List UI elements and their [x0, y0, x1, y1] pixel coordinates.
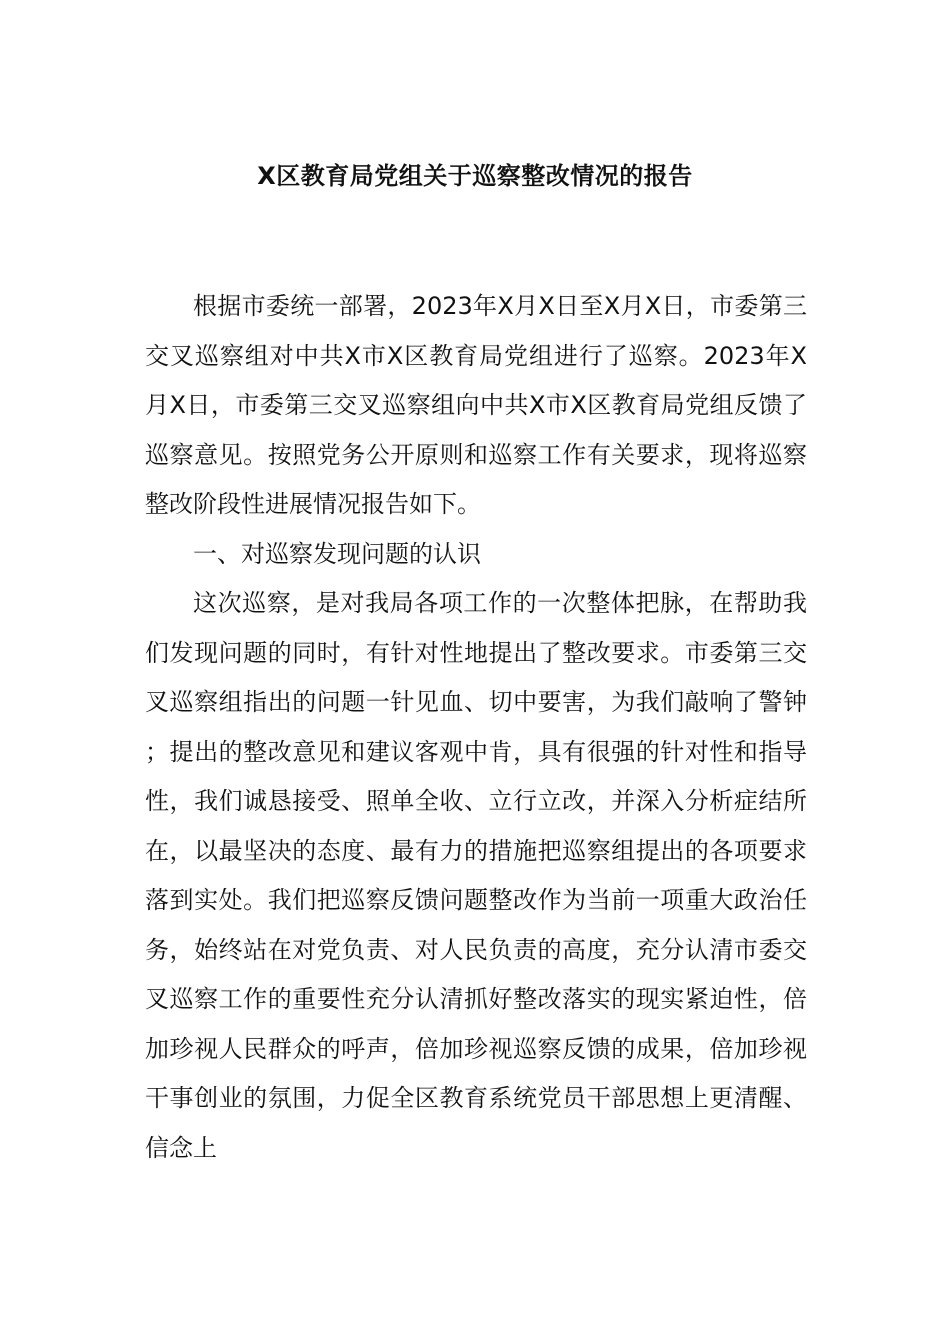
intro-paragraph: 根据市委统一部署，2023年X月X日至X月X日，市委第三交叉巡察组对中共X市X区教育局党组进行了巡察。2023年X月X日，市委第三交叉巡察组向中共X市X区教育局党组反馈了巡察意见。按照党务公开原则和巡察工作有关要求，现将巡察整改阶段性进展情况报告如下。 [145, 292, 807, 518]
document-title: X区教育局党组关于巡察整改情况的报告 [257, 162, 693, 190]
document-body [145, 282, 807, 1173]
section-heading: 一、对巡察发现问题的认识 [193, 539, 481, 568]
section-paragraph: 这次巡察，是对我局各项工作的一次整体把脉，在帮助我们发现问题的同时，有针对性地提出了整改要求。市委第三交叉巡察组指出的问题一针见血、切中要害，为我们敲响了警钟；提出的整改意见和建议客观中肯，具有很强的针对性和指导性，我们诚恳接受、照单全收、立行立改，并深入分析症结所在，以最坚决的态度、最有力的措施把巡察组提出的各项要求落到实处。我们把巡察反馈问题整改作为当前一项重大政治任务，始终站在对党负责、对人民负责的高度，充分认清市委交叉巡察工作的重要性充分认清抓好整改落实的现实紧迫性，倍加珍视人民群众的呼声，倍加珍视巡察反馈的成果，倍加珍视干事创业的氛围，力促全区教育系统党员干部思想上更清醒、信念上 [145, 589, 807, 1162]
